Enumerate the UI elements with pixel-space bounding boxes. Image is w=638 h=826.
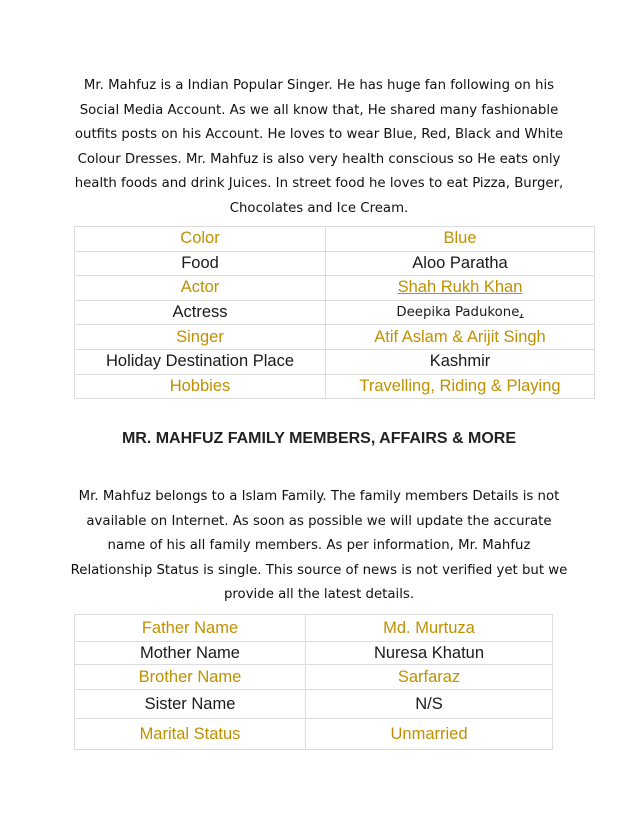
table-row — [75, 665, 553, 690]
row-value: Unmarried — [306, 719, 553, 750]
row-label: Holiday Destination Place — [75, 349, 326, 374]
row-label: Marital Status — [75, 719, 306, 750]
table-row — [75, 300, 595, 325]
actress-name: Deepika Padukone — [396, 305, 520, 321]
table-row — [75, 719, 553, 750]
row-value — [326, 276, 595, 301]
row-label: Singer — [75, 325, 326, 350]
row-label: Sister Name — [75, 690, 306, 719]
section-heading: MR. MAHFUZ FAMILY MEMBERS, AFFAIRS & MORE — [121, 430, 517, 447]
favorites-table — [74, 226, 595, 399]
family-table — [74, 614, 553, 750]
row-label: Brother Name — [75, 665, 306, 690]
row-value: Sarfaraz — [306, 665, 553, 690]
actress-link-mark[interactable]: , — [519, 305, 524, 321]
row-value: Aloo Paratha — [326, 251, 595, 276]
table-row — [75, 276, 595, 301]
table-row — [75, 349, 595, 374]
row-value: Travelling, Riding & Playing — [326, 374, 595, 399]
row-value: Nuresa Khatun — [306, 642, 553, 665]
row-value: Atif Aslam & Arijit Singh — [326, 325, 595, 350]
row-value: Blue — [326, 227, 595, 252]
row-value — [326, 300, 595, 325]
table-row — [75, 642, 553, 665]
table-row — [75, 325, 595, 350]
table-row — [75, 227, 595, 252]
table-row — [75, 615, 553, 642]
row-label: Color — [75, 227, 326, 252]
intro-paragraph: Mr. Mahfuz is a Indian Popular Singer. He has huge fan following on his Social Media Account. As we all know that, He shared many fashionable outfits posts on his Account. He loves to wear Blue, Red, Black and White Colour Dresses. Mr. Mahfuz is also very health conscious so He eats only health foods and drink Juices. In street food he loves to eat Pizza, Burger, Chocolates and Ice Cream. — [74, 78, 564, 216]
row-value: Kashmir — [326, 349, 595, 374]
row-label: Actor — [75, 276, 326, 301]
row-label: Father Name — [75, 615, 306, 642]
row-value: Md. Murtuza — [306, 615, 553, 642]
row-label: Actress — [75, 300, 326, 325]
row-label: Mother Name — [75, 642, 306, 665]
table-row — [75, 690, 553, 719]
row-label: Hobbies — [75, 374, 326, 399]
table-row — [75, 374, 595, 399]
table-row — [75, 251, 595, 276]
family-paragraph: Mr. Mahfuz belongs to a Islam Family. The family members Details is not available on Internet. As soon as possible we will update the accurate name of his all family members. As per information, Mr. Mahfuz Relationship Status is single. This source of news is not verified yet but we provide all the latest details. — [70, 489, 568, 603]
row-value: N/S — [306, 690, 553, 719]
actor-link[interactable]: Shah Rukh Khan — [397, 278, 523, 297]
row-label: Food — [75, 251, 326, 276]
